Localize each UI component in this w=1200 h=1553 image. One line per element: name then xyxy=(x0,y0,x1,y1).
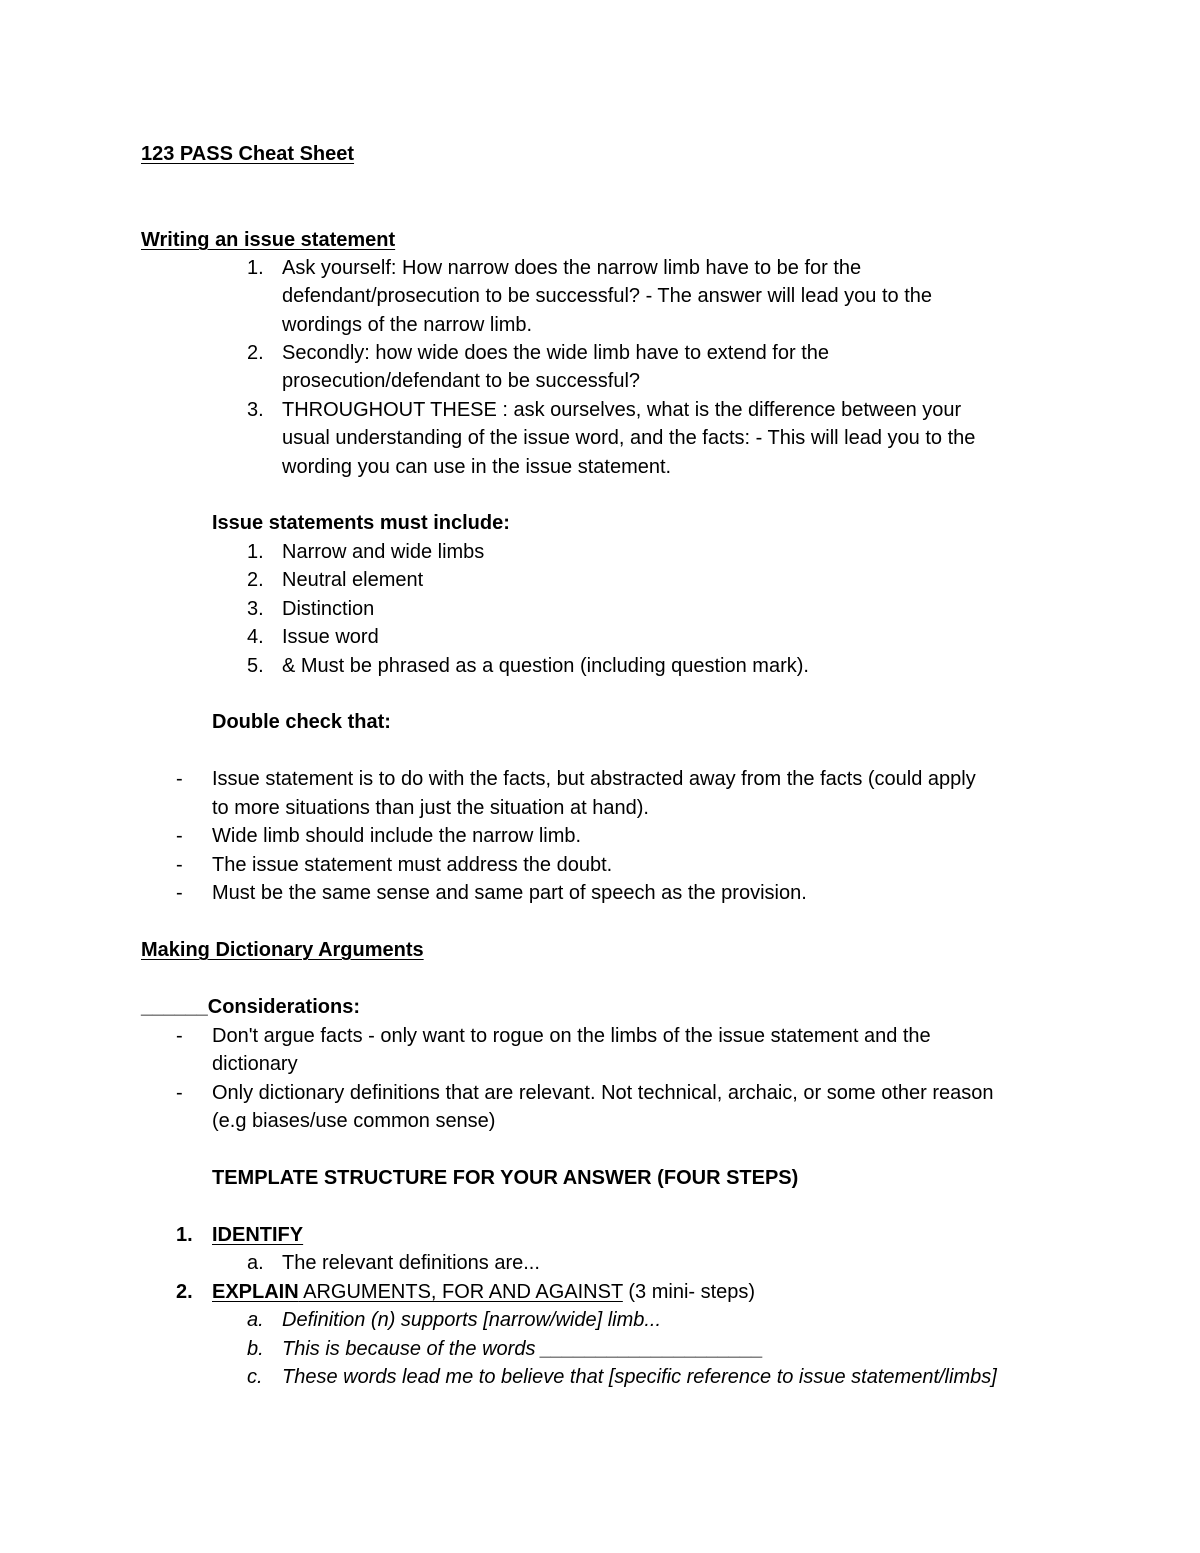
bullet-dash: - xyxy=(176,882,183,904)
list-item-text: prosecution/defendant to be successful? xyxy=(282,370,641,392)
section-heading-issue-statement: Writing an issue statement xyxy=(141,229,396,251)
bullet-dash: - xyxy=(176,825,183,847)
bullet-text: Must be the same sense and same part of speech as the provision. xyxy=(212,882,807,904)
list-item-text: wording you can use in the issue statement. xyxy=(282,456,672,478)
list-item-text: & Must be phrased as a question (including question mark). xyxy=(282,655,809,677)
sub-item-text: The relevant definitions are... xyxy=(282,1252,540,1274)
list-number: 4. xyxy=(247,626,264,648)
sub-item-letter: a. xyxy=(247,1309,264,1331)
bullet-text: to more situations than just the situation at hand). xyxy=(212,797,649,819)
bullet-text: Wide limb should include the narrow limb. xyxy=(212,825,582,847)
list-number: 1. xyxy=(247,541,264,563)
sub-item-letter: b. xyxy=(247,1338,264,1360)
step-label-explain-tail: (3 mini- steps) xyxy=(622,1281,756,1303)
step-label-explain-rest: ARGUMENTS, FOR AND AGAINST xyxy=(298,1281,623,1303)
considerations-blank: ______ xyxy=(141,996,208,1018)
list-number: 3. xyxy=(247,399,264,421)
list-item-text: Secondly: how wide does the wide limb have to extend for the xyxy=(282,342,829,364)
list-number: 2. xyxy=(247,569,264,591)
bullet-dash: - xyxy=(176,854,183,876)
bullet-text: The issue statement must address the doubt. xyxy=(212,854,613,876)
subheading-template-structure: TEMPLATE STRUCTURE FOR YOUR ANSWER (FOUR STEPS) xyxy=(212,1167,799,1189)
list-item-text: wordings of the narrow limb. xyxy=(282,314,533,336)
bullet-text: (e.g biases/use common sense) xyxy=(212,1110,496,1132)
step-number: 1. xyxy=(176,1224,193,1246)
bullet-dash: - xyxy=(176,1082,183,1104)
sub-item-text: Definition (n) supports [narrow/wide] limb... xyxy=(282,1309,662,1331)
bullet-dash: - xyxy=(176,1025,183,1047)
sub-item-letter: a. xyxy=(247,1252,264,1274)
bullet-text: dictionary xyxy=(212,1053,298,1075)
bullet-text: Only dictionary definitions that are relevant. Not technical, archaic, or some other reason xyxy=(212,1082,994,1104)
list-item-text: Neutral element xyxy=(282,569,424,591)
list-number: 2. xyxy=(247,342,264,364)
list-item-text: defendant/prosecution to be successful? - The answer will lead you to the xyxy=(282,285,933,307)
bullet-dash: - xyxy=(176,768,183,790)
list-item-text: Ask yourself: How narrow does the narrow limb have to be for the xyxy=(282,257,862,279)
subheading-must-include: Issue statements must include: xyxy=(212,512,510,534)
step-label-identify: IDENTIFY xyxy=(212,1224,304,1246)
list-item-text: usual understanding of the issue word, and the facts: - This will lead you to the xyxy=(282,427,976,449)
step-label-explain-bold: EXPLAIN xyxy=(212,1281,299,1303)
step-number: 2. xyxy=(176,1281,193,1303)
list-number: 3. xyxy=(247,598,264,620)
subheading-considerations xyxy=(141,993,360,1021)
step-label-explain xyxy=(212,1278,755,1306)
sub-item-text: This is because of the words ____________________ xyxy=(282,1338,764,1360)
sub-item-text: These words lead me to believe that [specific reference to issue statement/limbs] xyxy=(282,1366,997,1388)
list-item-text: THROUGHOUT THESE : ask ourselves, what is the difference between your xyxy=(282,399,962,421)
sub-item-letter: c. xyxy=(247,1366,263,1388)
list-number: 5. xyxy=(247,655,264,677)
list-item-text: Issue word xyxy=(282,626,379,648)
list-number: 1. xyxy=(247,257,264,279)
bullet-text: Don't argue facts - only want to rogue on the limbs of the issue statement and the xyxy=(212,1025,931,1047)
considerations-label: Considerations: xyxy=(207,996,360,1018)
section-heading-dictionary-arguments: Making Dictionary Arguments xyxy=(141,939,424,961)
list-item-text: Distinction xyxy=(282,598,375,620)
document-title: 123 PASS Cheat Sheet xyxy=(141,143,355,165)
bullet-text: Issue statement is to do with the facts, but abstracted away from the facts (could apply xyxy=(212,768,976,790)
list-item-text: Narrow and wide limbs xyxy=(282,541,485,563)
subheading-double-check: Double check that: xyxy=(212,711,391,733)
